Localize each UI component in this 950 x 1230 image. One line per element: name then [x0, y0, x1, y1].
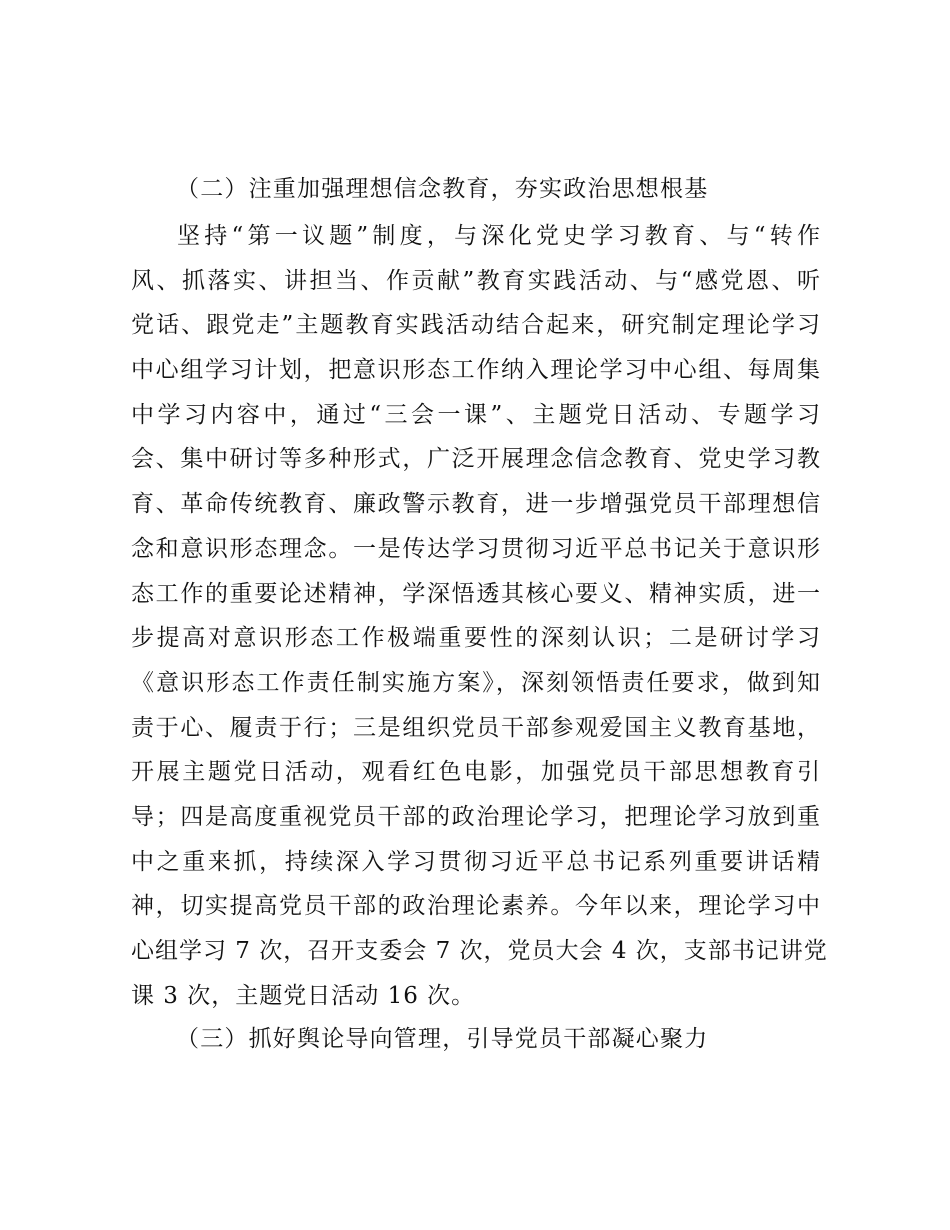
paragraph-line: 坚持“第一议题”制度，与深化党史学习教育、与“转作: [177, 223, 821, 249]
body-paragraph: [131, 214, 828, 1018]
paragraph-line: 开展主题党日活动，观看红色电影，加强党员干部思想教育引: [131, 759, 821, 786]
section-heading-2: （二）注重加强理想信念教育，夯实政治思想根基: [176, 176, 709, 202]
paragraph-line: 风、抓落实、讲担当、作贡献”教育实践活动、与“感党恩、听: [131, 267, 821, 294]
paragraph-line: 中学习内容中，通过“三会一课”、主题党日活动、专题学习: [131, 401, 821, 428]
paragraph-line: 党话、跟党走”主题教育实践活动结合起来，研究制定理论学习: [131, 312, 821, 339]
paragraph-line: 育、革命传统教育、廉政警示教育，进一步增强党员干部理想信: [131, 491, 821, 518]
paragraph-line: 心组学习 7 次，召开支委会 7 次，党员大会 4 次，支部书记讲党: [131, 938, 828, 964]
paragraph-line: 导；四是高度重视党员干部的政治理论学习，把理论学习放到重: [131, 803, 821, 830]
paragraph-line: 中心组学习计划，把意识形态工作纳入理论学习中心组、每周集: [131, 357, 821, 384]
paragraph-line: 步提高对意识形态工作极端重要性的深刻认识；二是研讨学习: [131, 625, 821, 652]
section-heading-3: （三）抓好舆论导向管理，引导党员干部凝心聚力: [176, 1026, 709, 1052]
paragraph-line: 责于心、履责于行；三是组织党员干部参观爱国主义教育基地，: [131, 714, 821, 741]
paragraph-line: 《意识形态工作责任制实施方案》，深刻领悟责任要求，做到知: [131, 669, 821, 696]
paragraph-line: 神，切实提高党员干部的政治理论素养。今年以来，理论学习中: [131, 893, 821, 920]
paragraph-line: 态工作的重要论述精神，学深悟透其核心要义、精神实质，进一: [131, 580, 821, 607]
paragraph-line: 会、集中研讨等多种形式，广泛开展理念信念教育、党史学习教: [131, 446, 821, 473]
paragraph-line: 中之重来抓，持续深入学习贯彻习近平总书记系列重要讲话精: [131, 848, 821, 875]
paragraph-line: 课 3 次，主题党日活动 16 次。: [131, 982, 476, 1009]
paragraph-line: 念和意识形态理念。一是传达学习贯彻习近平总书记关于意识形: [131, 535, 821, 562]
